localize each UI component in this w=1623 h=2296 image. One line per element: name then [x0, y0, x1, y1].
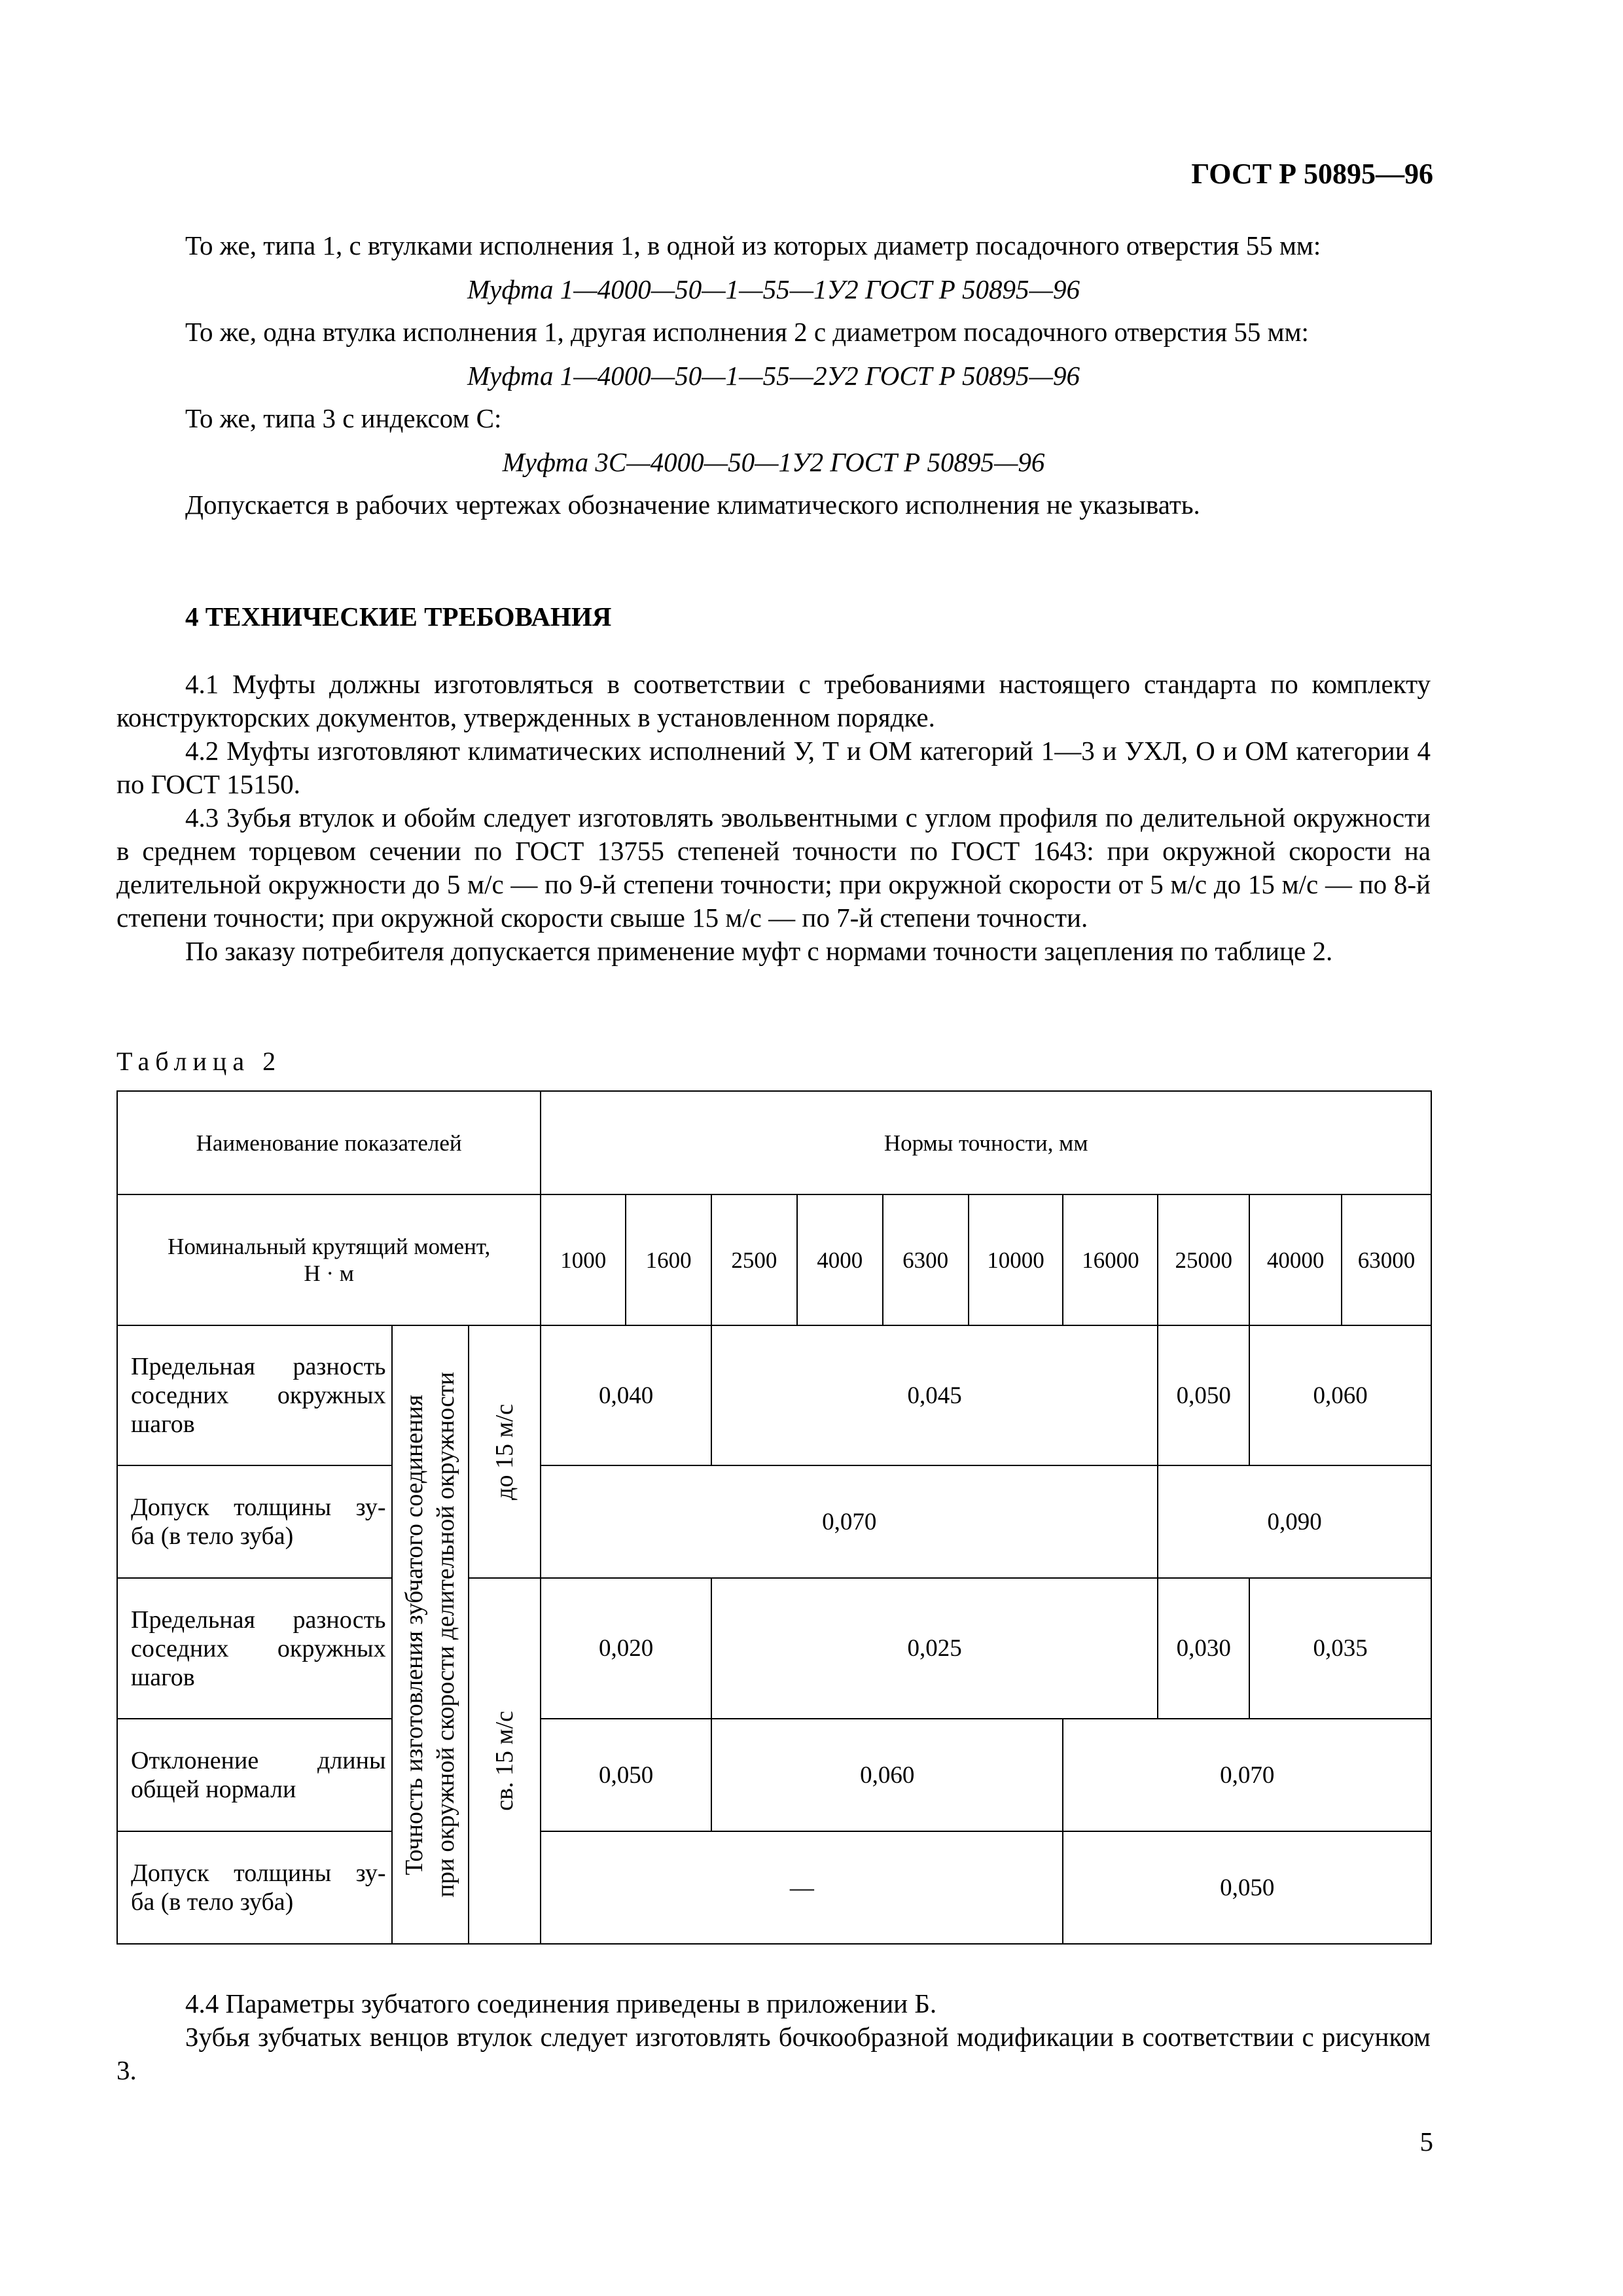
- intro-block: [116, 229, 1431, 522]
- designation-example: Муфта 1—4000—50—1—55—2У2 ГОСТ Р 50895—96: [467, 361, 1080, 391]
- table-cell: 0,090: [1158, 1465, 1431, 1578]
- table-cell: 0,060: [711, 1719, 1063, 1831]
- requirement-4-1: 4.1 Муфты должны изготовляться в соответствии с требованиями настоящего стандарта по комплекту конструкторских документов, утвержденных в установленном порядке.: [116, 669, 1431, 732]
- designation-example: Муфта 1—4000—50—1—55—1У2 ГОСТ Р 50895—96: [467, 274, 1080, 304]
- table-cell: —: [541, 1831, 1063, 1944]
- torque-value: 63000: [1342, 1194, 1431, 1325]
- torque-value: 1600: [626, 1194, 711, 1325]
- torque-value: 25000: [1158, 1194, 1249, 1325]
- group-label-line-2: при окружной скорости делительной окружности: [432, 1372, 460, 1897]
- table-cell: 0,025: [711, 1578, 1158, 1719]
- page-number: 5: [1419, 2126, 1433, 2157]
- after-table-block: [116, 1987, 1431, 2087]
- speed-label-up-to-15: до 15 м/с: [469, 1325, 541, 1578]
- torque-value: 10000: [969, 1194, 1063, 1325]
- torque-unit: Н · м: [304, 1261, 354, 1286]
- torque-label: [117, 1194, 541, 1325]
- table-cell: 0,040: [541, 1325, 711, 1465]
- designation-example: Муфта 3С—4000—50—1У2 ГОСТ Р 50895—96: [502, 447, 1045, 477]
- row-label-pitch-difference: Предельная разность соседних окружных шагов: [117, 1578, 392, 1719]
- table-caption: Таблица 2: [116, 1047, 282, 1076]
- requirement-4-2: 4.2 Муфты изготовляют климатических исполнений У, Т и ОМ категорий 1—3 и УХЛ, О и ОМ категории 4 по ГОСТ 15150.: [116, 736, 1431, 799]
- row-label-thickness-tolerance: Допуск толщины зу- ба (в тело зуба): [117, 1831, 392, 1944]
- header-name: Наименование показателей: [117, 1091, 541, 1194]
- requirement-4-4: 4.4 Параметры зубчатого соединения приведены в приложении Б.: [185, 1988, 937, 2018]
- table-cell: 0,070: [541, 1465, 1158, 1578]
- paragraph: Допускается в рабочих чертежах обозначение климатического исполнения не указывать.: [185, 490, 1200, 520]
- table-cell: 0,070: [1063, 1719, 1431, 1831]
- torque-value: 6300: [883, 1194, 969, 1325]
- group-label: [392, 1325, 469, 1944]
- row-label-normal-length-deviation: Отклонение длины общей нормали: [117, 1719, 392, 1831]
- torque-value: 4000: [797, 1194, 883, 1325]
- section-title: 4 ТЕХНИЧЕСКИЕ ТРЕБОВАНИЯ: [185, 601, 612, 632]
- table-cell: 0,035: [1249, 1578, 1431, 1719]
- speed-label-over-15: св. 15 м/с: [469, 1578, 541, 1944]
- paragraph: То же, типа 3 с индексом С:: [185, 403, 502, 433]
- group-label-line-1: Точность изготовления зубчатого соединения: [401, 1394, 429, 1875]
- requirements-block: [116, 668, 1431, 968]
- table-cell: 0,060: [1249, 1325, 1431, 1465]
- accuracy-table: [116, 1090, 1432, 1945]
- torque-value: 16000: [1063, 1194, 1158, 1325]
- table-cell: 0,050: [1063, 1831, 1431, 1944]
- requirement-4-3: 4.3 Зубья втулок и обойм следует изготовлять эвольвентными с углом профиля по делительной окружности в среднем торцевом сечении по ГОСТ 13755 степеней точности по ГОСТ 1643: при окружной скорости на делительной окружности до 5 м/с — по 9-й степени точности; при окружной скорости от 5 м/с до 15 м/с — по 8-й степени точности; при окружной скорости свыше 15 м/с — по 7-й степени точности.: [116, 802, 1431, 933]
- table-cell: 0,050: [541, 1719, 711, 1831]
- torque-value: 1000: [541, 1194, 626, 1325]
- torque-label-line: Номинальный крутящий момент,: [168, 1234, 491, 1259]
- table-cell: 0,020: [541, 1578, 711, 1719]
- table-cell: 0,050: [1158, 1325, 1249, 1465]
- torque-value: 40000: [1249, 1194, 1342, 1325]
- row-label-thickness-tolerance: Допуск толщины зу- ба (в тело зуба): [117, 1465, 392, 1578]
- requirement-note: По заказу потребителя допускается применение муфт с нормами точности зацепления по таблице 2.: [185, 936, 1333, 966]
- paragraph: То же, одна втулка исполнения 1, другая исполнения 2 с диаметром посадочного отверстия 55 мм:: [185, 317, 1309, 347]
- standard-designation: ГОСТ Р 50895—96: [1191, 158, 1433, 190]
- torque-value: 2500: [711, 1194, 797, 1325]
- header-norms: Нормы точности, мм: [541, 1091, 1431, 1194]
- paragraph: Зубья зубчатых венцов втулок следует изготовлять бочкообразной модификации в соответствии с рисунком 3.: [116, 2022, 1431, 2085]
- table-cell: 0,030: [1158, 1578, 1249, 1719]
- row-label-pitch-difference: Предельная разность соседних окружных шагов: [117, 1325, 392, 1465]
- table-cell: 0,045: [711, 1325, 1158, 1465]
- paragraph: То же, типа 1, с втулками исполнения 1, в одной из которых диаметр посадочного отверстия 55 мм:: [185, 230, 1321, 260]
